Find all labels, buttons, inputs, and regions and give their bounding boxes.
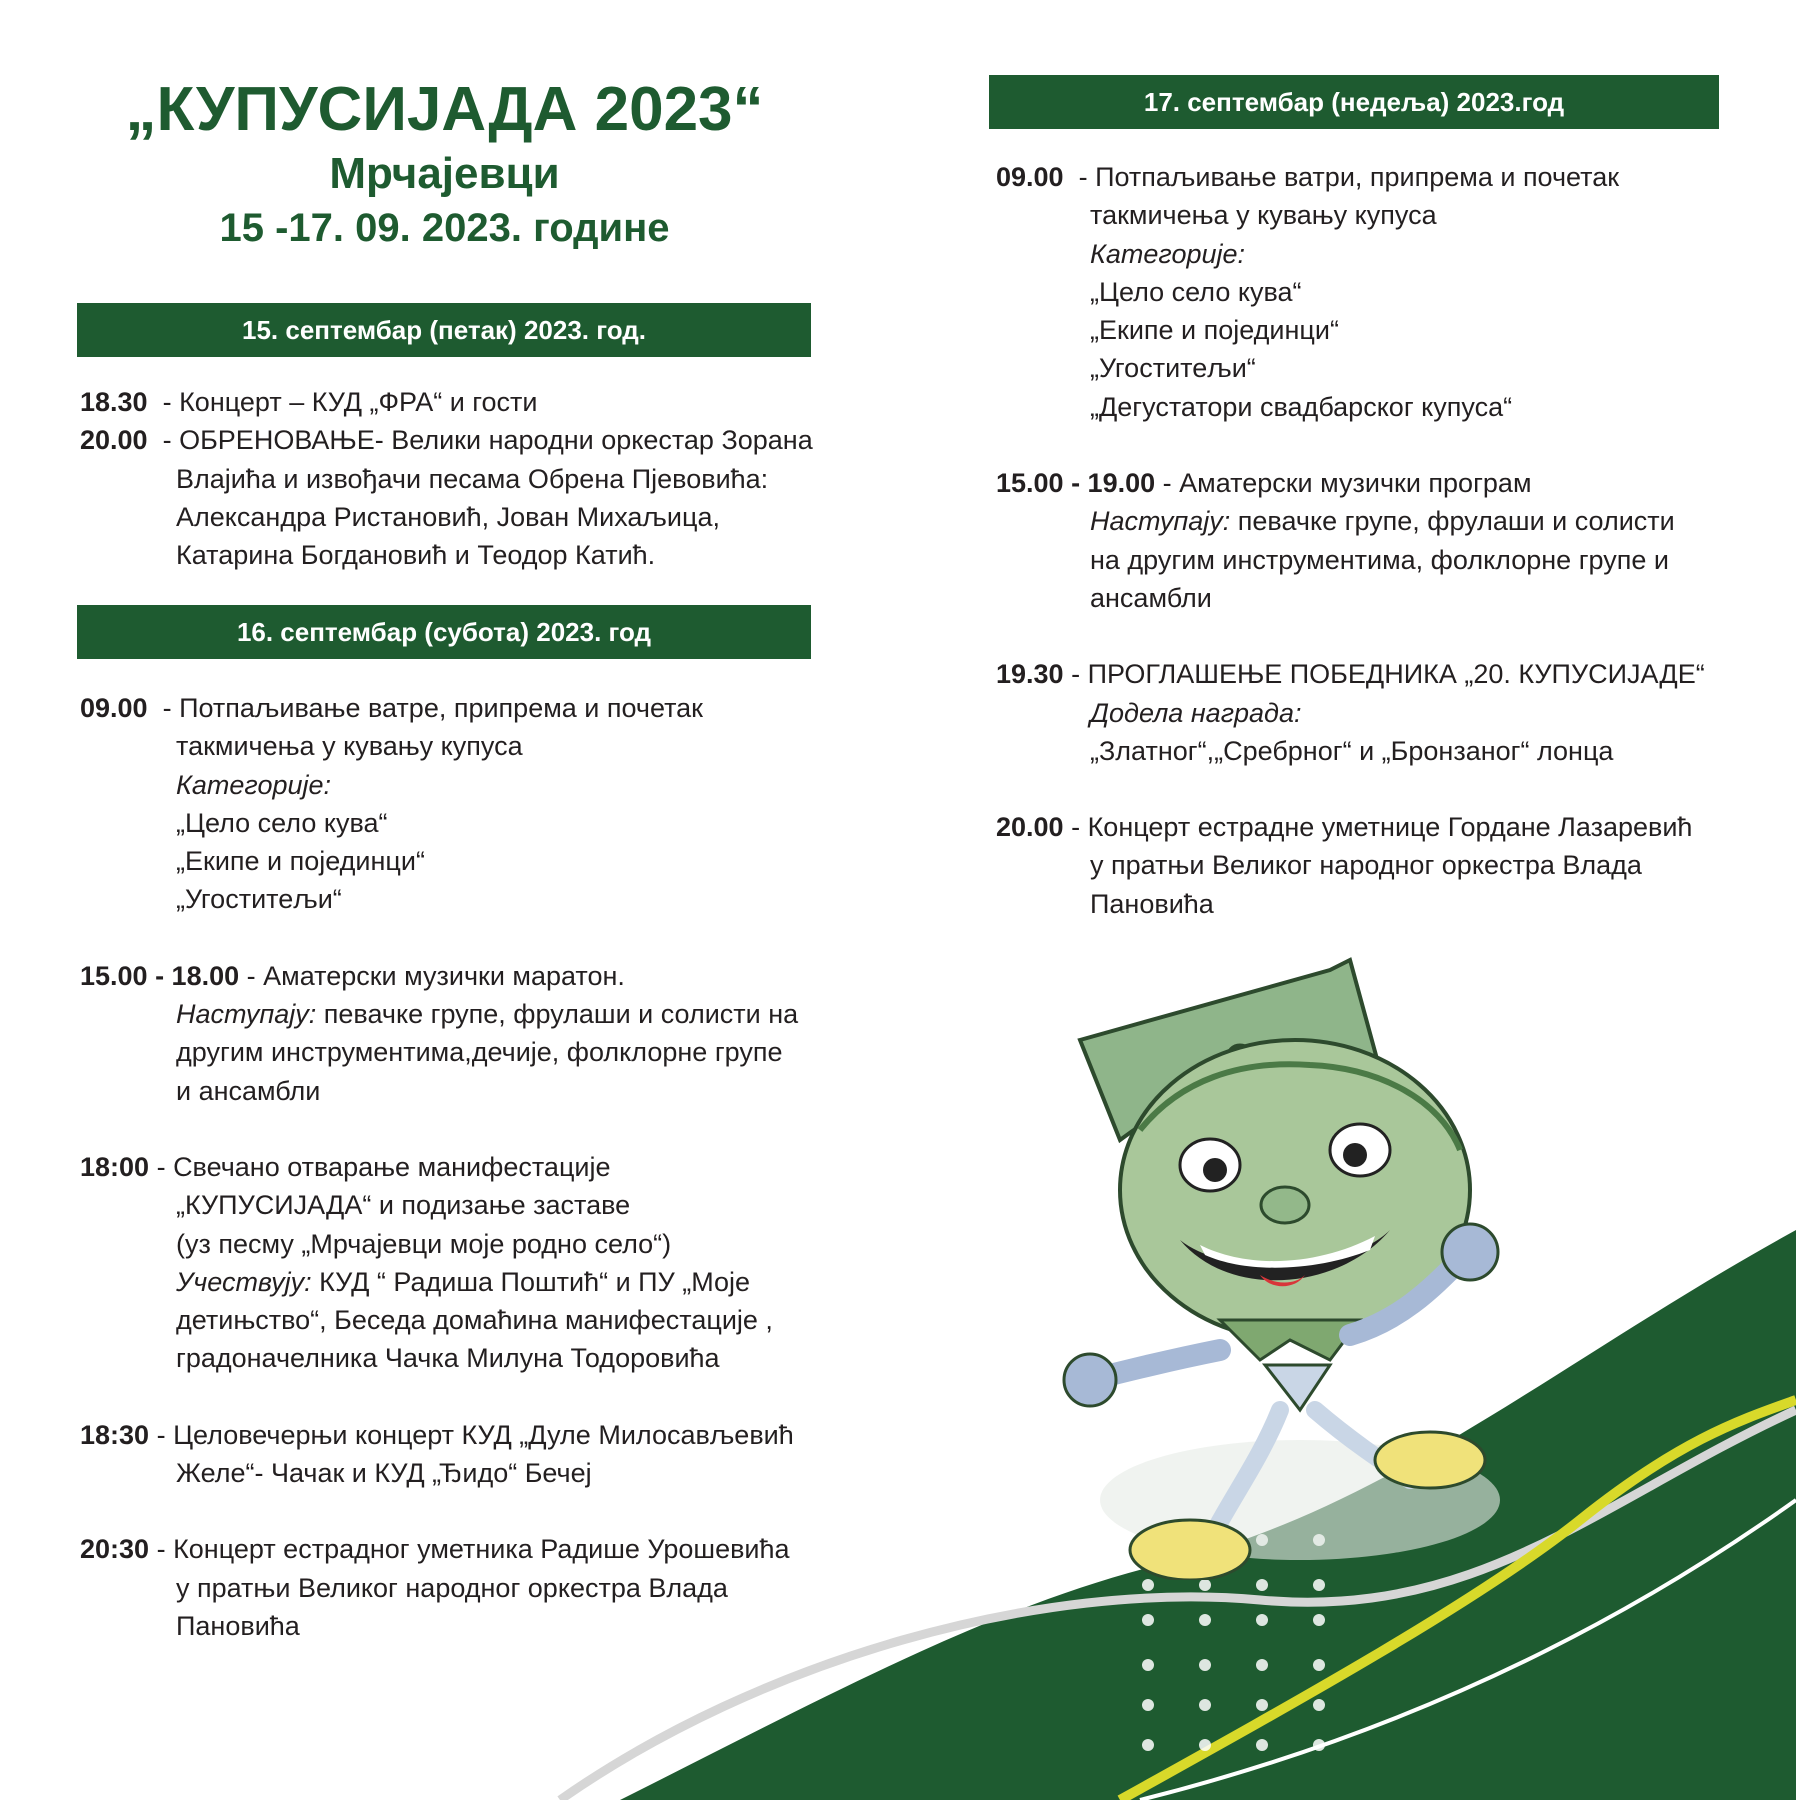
cabbage-mascot-illustration: [1050, 940, 1570, 1580]
entry-text-line: у пратњи Великог народног оркестра Влада: [1090, 850, 1642, 881]
schedule-entry: 20:30 - Концерт естрадног уметника Радише Урошевића: [80, 1530, 820, 1568]
category-item: „Угоститељи“: [176, 884, 342, 915]
performers-label: Наступају:: [1090, 506, 1231, 537]
entry-text-line: и ансамбли: [176, 1075, 321, 1106]
schedule-entry: 18:00 - Свечано отварање манифестације: [80, 1148, 820, 1186]
day2-schedule: [80, 689, 820, 1645]
participants-label: Учествују:: [176, 1266, 312, 1297]
awards-label: Додела награда:: [1090, 697, 1302, 728]
entry-time: 09.00: [80, 693, 148, 723]
entry-time: 09.00: [996, 162, 1064, 192]
schedule-entry: 09.00 - Потпаљивање ватри, припрема и почетак: [996, 158, 1756, 196]
entry-text: Концерт естрадног уметника Радише Урошевића: [173, 1534, 790, 1565]
entry-text: Аматерски музички маратон.: [263, 960, 625, 991]
schedule-entry: 18:30 - Целовечерњи концерт КУД „Дуле Милосављевић: [80, 1416, 820, 1454]
entry-text-line: у пратњи Великог народног оркестра Влада: [176, 1572, 728, 1603]
category-item: „Цело село кува“: [1090, 276, 1302, 307]
entry-text-line: другим инструментима,дечије, фолклорне групе: [176, 1037, 783, 1068]
category-item: „Дегустатори свадбарског купуса“: [1090, 391, 1513, 422]
entry-time: 20.00: [996, 812, 1064, 843]
entry-text: Целовечерњи концерт КУД „Дуле Милосављевић: [173, 1419, 794, 1450]
entry-text-line: КУД “ Радиша Поштић“ и ПУ „Моје: [311, 1266, 751, 1297]
entry-text-line: (уз песму „Мрчајевци моје родно село“): [176, 1228, 672, 1259]
entry-text-line: такмичења у кувању купуса: [1090, 200, 1437, 231]
entry-text-line: такмичења у кувању купуса: [176, 731, 523, 762]
entry-time: 19.30: [996, 659, 1064, 690]
category-item: „Екипе и појединци“: [176, 846, 425, 877]
categories-label: Категорије:: [176, 769, 332, 800]
entry-text: Свечано отварање манифестације: [173, 1151, 611, 1182]
entry-time: 20.00: [80, 425, 148, 456]
schedule-entry: 15.00 - 19.00 - Аматерски музички програм: [996, 464, 1756, 502]
entry-text: Концерт естрадне уметнице Гордане Лазаревић: [1087, 812, 1693, 843]
entry-time: 15.00 - 19.00: [996, 468, 1156, 499]
entry-time: 18:00: [80, 1151, 150, 1182]
category-item: „Екипе и појединци“: [1090, 315, 1339, 346]
day3-heading: 17. септембар (недеља) 2023.год: [989, 75, 1719, 129]
entry-text: Потпаљивање ватре, припрема и почетак: [179, 693, 703, 723]
entry-text-line: Катарина Богдановић и Теодор Катић.: [176, 540, 656, 571]
entry-text-line: „Златног“,„Сребрног“ и „Бронзаног“ лонца: [1090, 735, 1614, 766]
schedule-entry: 19.30 - ПРОГЛАШЕЊЕ ПОБЕДНИКА „20. КУПУСИЈАДЕ“: [996, 655, 1756, 693]
day1-heading: 15. септембар (петак) 2023. год.: [77, 303, 811, 357]
entry-text-line: Александра Ристановић, Јован Михаљица,: [176, 501, 720, 532]
entry-text-line: детињство“, Беседа домаћина манифестације ,: [176, 1305, 773, 1336]
schedule-entry: 20.00 - Концерт естрадне уметнице Гордане Лазаревић: [996, 808, 1756, 846]
entry-text-line: „КУПУСИЈАДА“ и подизање заставе: [176, 1190, 631, 1221]
entry-text-line: певачке групе, фрулаши и солисти на: [316, 999, 799, 1030]
entry-text-line: Желе“- Чачак и КУД „Ђидо“ Бечеј: [176, 1458, 592, 1489]
entry-text: Концерт – КУД „ФРА“ и гости: [179, 387, 538, 417]
performers-label: Наступају:: [176, 999, 317, 1030]
schedule-entry: 20.00 - ОБРЕНОВАЊЕ- Велики народни оркестар Зорана: [80, 421, 820, 459]
entry-time: 15.00 - 18.00: [80, 960, 240, 991]
entry-text-line: певачке групе, фрулаши и солисти: [1230, 506, 1675, 537]
entry-text-line: ансамбли: [1090, 582, 1212, 613]
festival-dates: 15 -17. 09. 2023. године: [219, 206, 670, 250]
entry-time: 20:30: [80, 1534, 150, 1565]
day2-heading: 16. септембар (субота) 2023. год: [77, 605, 811, 659]
entry-time: 18:30: [80, 1419, 150, 1450]
festival-title-block: [77, 74, 812, 254]
festival-place: Мрчајевци: [329, 149, 560, 198]
entry-text-line: на другим инструментима, фолклорне групе и: [1090, 544, 1669, 575]
category-item: „Цело село кува“: [176, 807, 388, 838]
day1-schedule: [80, 383, 820, 574]
schedule-entry: 18.30 - Концерт – КУД „ФРА“ и гости: [80, 383, 820, 421]
category-item: „Угоститељи“: [1090, 353, 1256, 384]
entry-time: 18.30: [80, 387, 148, 417]
entry-text: ПРОГЛАШЕЊЕ ПОБЕДНИКА „20. КУПУСИЈАДЕ“: [1087, 659, 1705, 690]
categories-label: Категорије:: [1090, 238, 1246, 269]
entry-text-line: Пановића: [176, 1610, 300, 1641]
entry-text: ОБРЕНОВАЊЕ- Велики народни оркестар Зорана: [179, 425, 813, 456]
festival-title: „КУПУСИЈАДА 2023“: [125, 75, 764, 144]
schedule-entry: 09.00 - Потпаљивање ватре, припрема и почетак: [80, 689, 820, 727]
entry-text-line: Пановића: [1090, 888, 1214, 919]
entry-text: Аматерски музички програм: [1179, 468, 1532, 499]
schedule-entry: 15.00 - 18.00 - Аматерски музички маратон.: [80, 957, 820, 995]
entry-text-line: градоначелника Чачка Милуна Тодоровића: [176, 1343, 720, 1374]
day3-schedule: [996, 158, 1756, 923]
entry-text: Потпаљивање ватри, припрема и почетак: [1095, 162, 1620, 192]
entry-text-line: Влајића и извођачи песама Обрена Пјевовића:: [176, 463, 769, 494]
